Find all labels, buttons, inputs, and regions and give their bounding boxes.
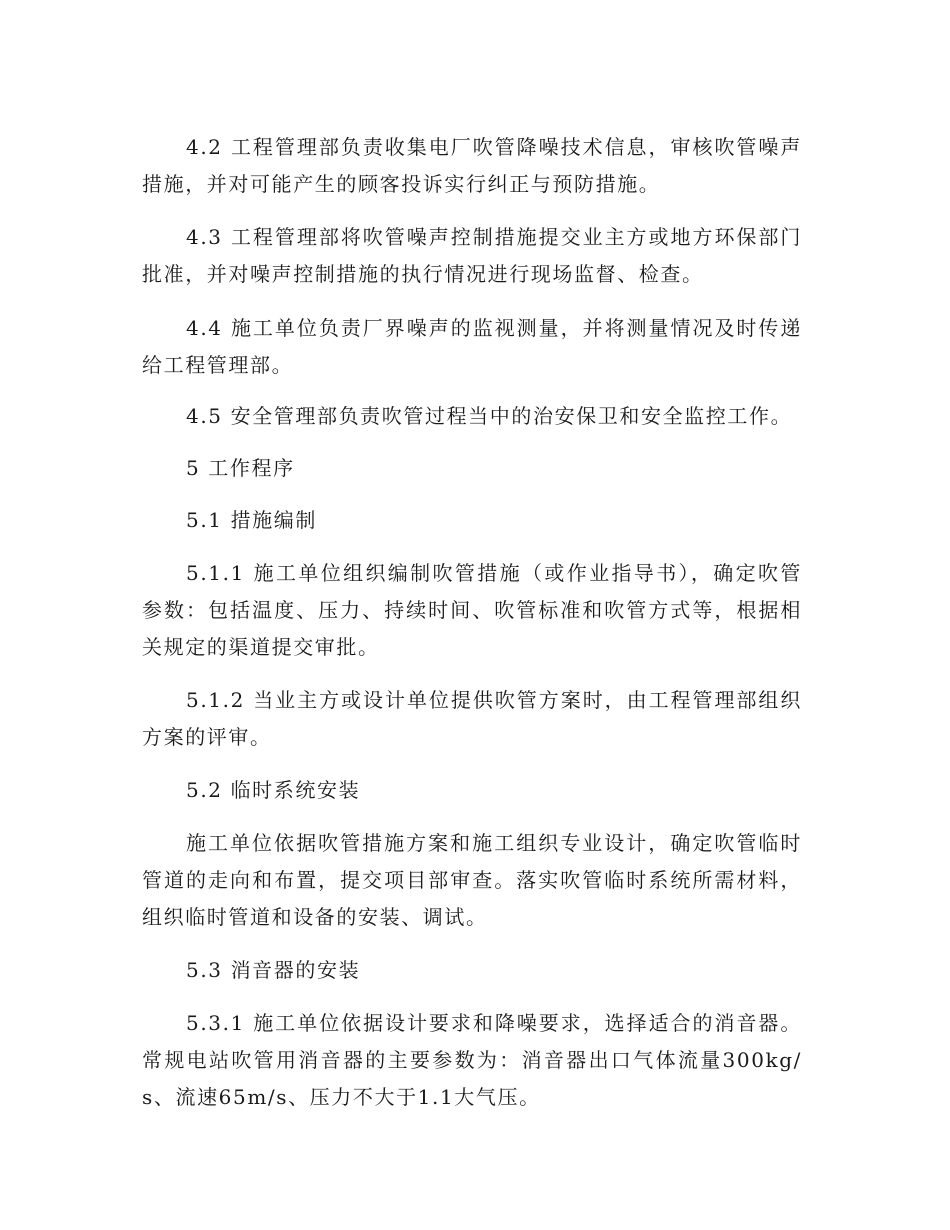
subsection-heading-5-1: 5.1 措施编制 bbox=[186, 508, 317, 532]
paragraph-5-1-2: 5.1.2 当业主方或设计单位提供吹管方案时，由工程管理部组织方案的评审。 bbox=[142, 688, 802, 749]
paragraph-5-3-1: 5.3.1 施工单位依据设计要求和降噪要求，选择适合的消音器。常规电站吹管用消音器的主要参数为：消音器出口气体流量300kg/s、流速65m/s、压力不大于1.1大气压。 bbox=[142, 1011, 802, 1109]
subsection-heading-5-3: 5.3 消音器的安装 bbox=[186, 958, 361, 982]
paragraph-4-2: 4.2 工程管理部负责收集电厂吹管降噪技术信息，审核吹管噪声措施，并对可能产生的顾客投诉实行纠正与预防措施。 bbox=[142, 135, 802, 196]
paragraph-4-3: 4.3 工程管理部将吹管噪声控制措施提交业主方或地方环保部门批准，并对噪声控制措施的执行情况进行现场监督、检查。 bbox=[142, 225, 802, 286]
paragraph-4-4: 4.4 施工单位负责厂界噪声的监视测量，并将测量情况及时传递给工程管理部。 bbox=[142, 316, 802, 377]
paragraph-4-5: 4.5 安全管理部负责吹管过程当中的治安保卫和安全监控工作。 bbox=[186, 404, 793, 428]
paragraph-5-1-1: 5.1.1 施工单位组织编制吹管措施（或作业指导书），确定吹管参数：包括温度、压力、持续时间、吹管标准和吹管方式等，根据相关规定的渠道提交审批。 bbox=[142, 561, 802, 659]
paragraph-5-2-body: 施工单位依据吹管措施方案和施工组织专业设计，确定吹管临时管道的走向和布置，提交项目部审查。落实吹管临时系统所需材料，组织临时管道和设备的安装、调试。 bbox=[142, 831, 802, 929]
subsection-heading-5-2: 5.2 临时系统安装 bbox=[186, 778, 361, 802]
section-heading-5: 5 工作程序 bbox=[186, 456, 295, 480]
